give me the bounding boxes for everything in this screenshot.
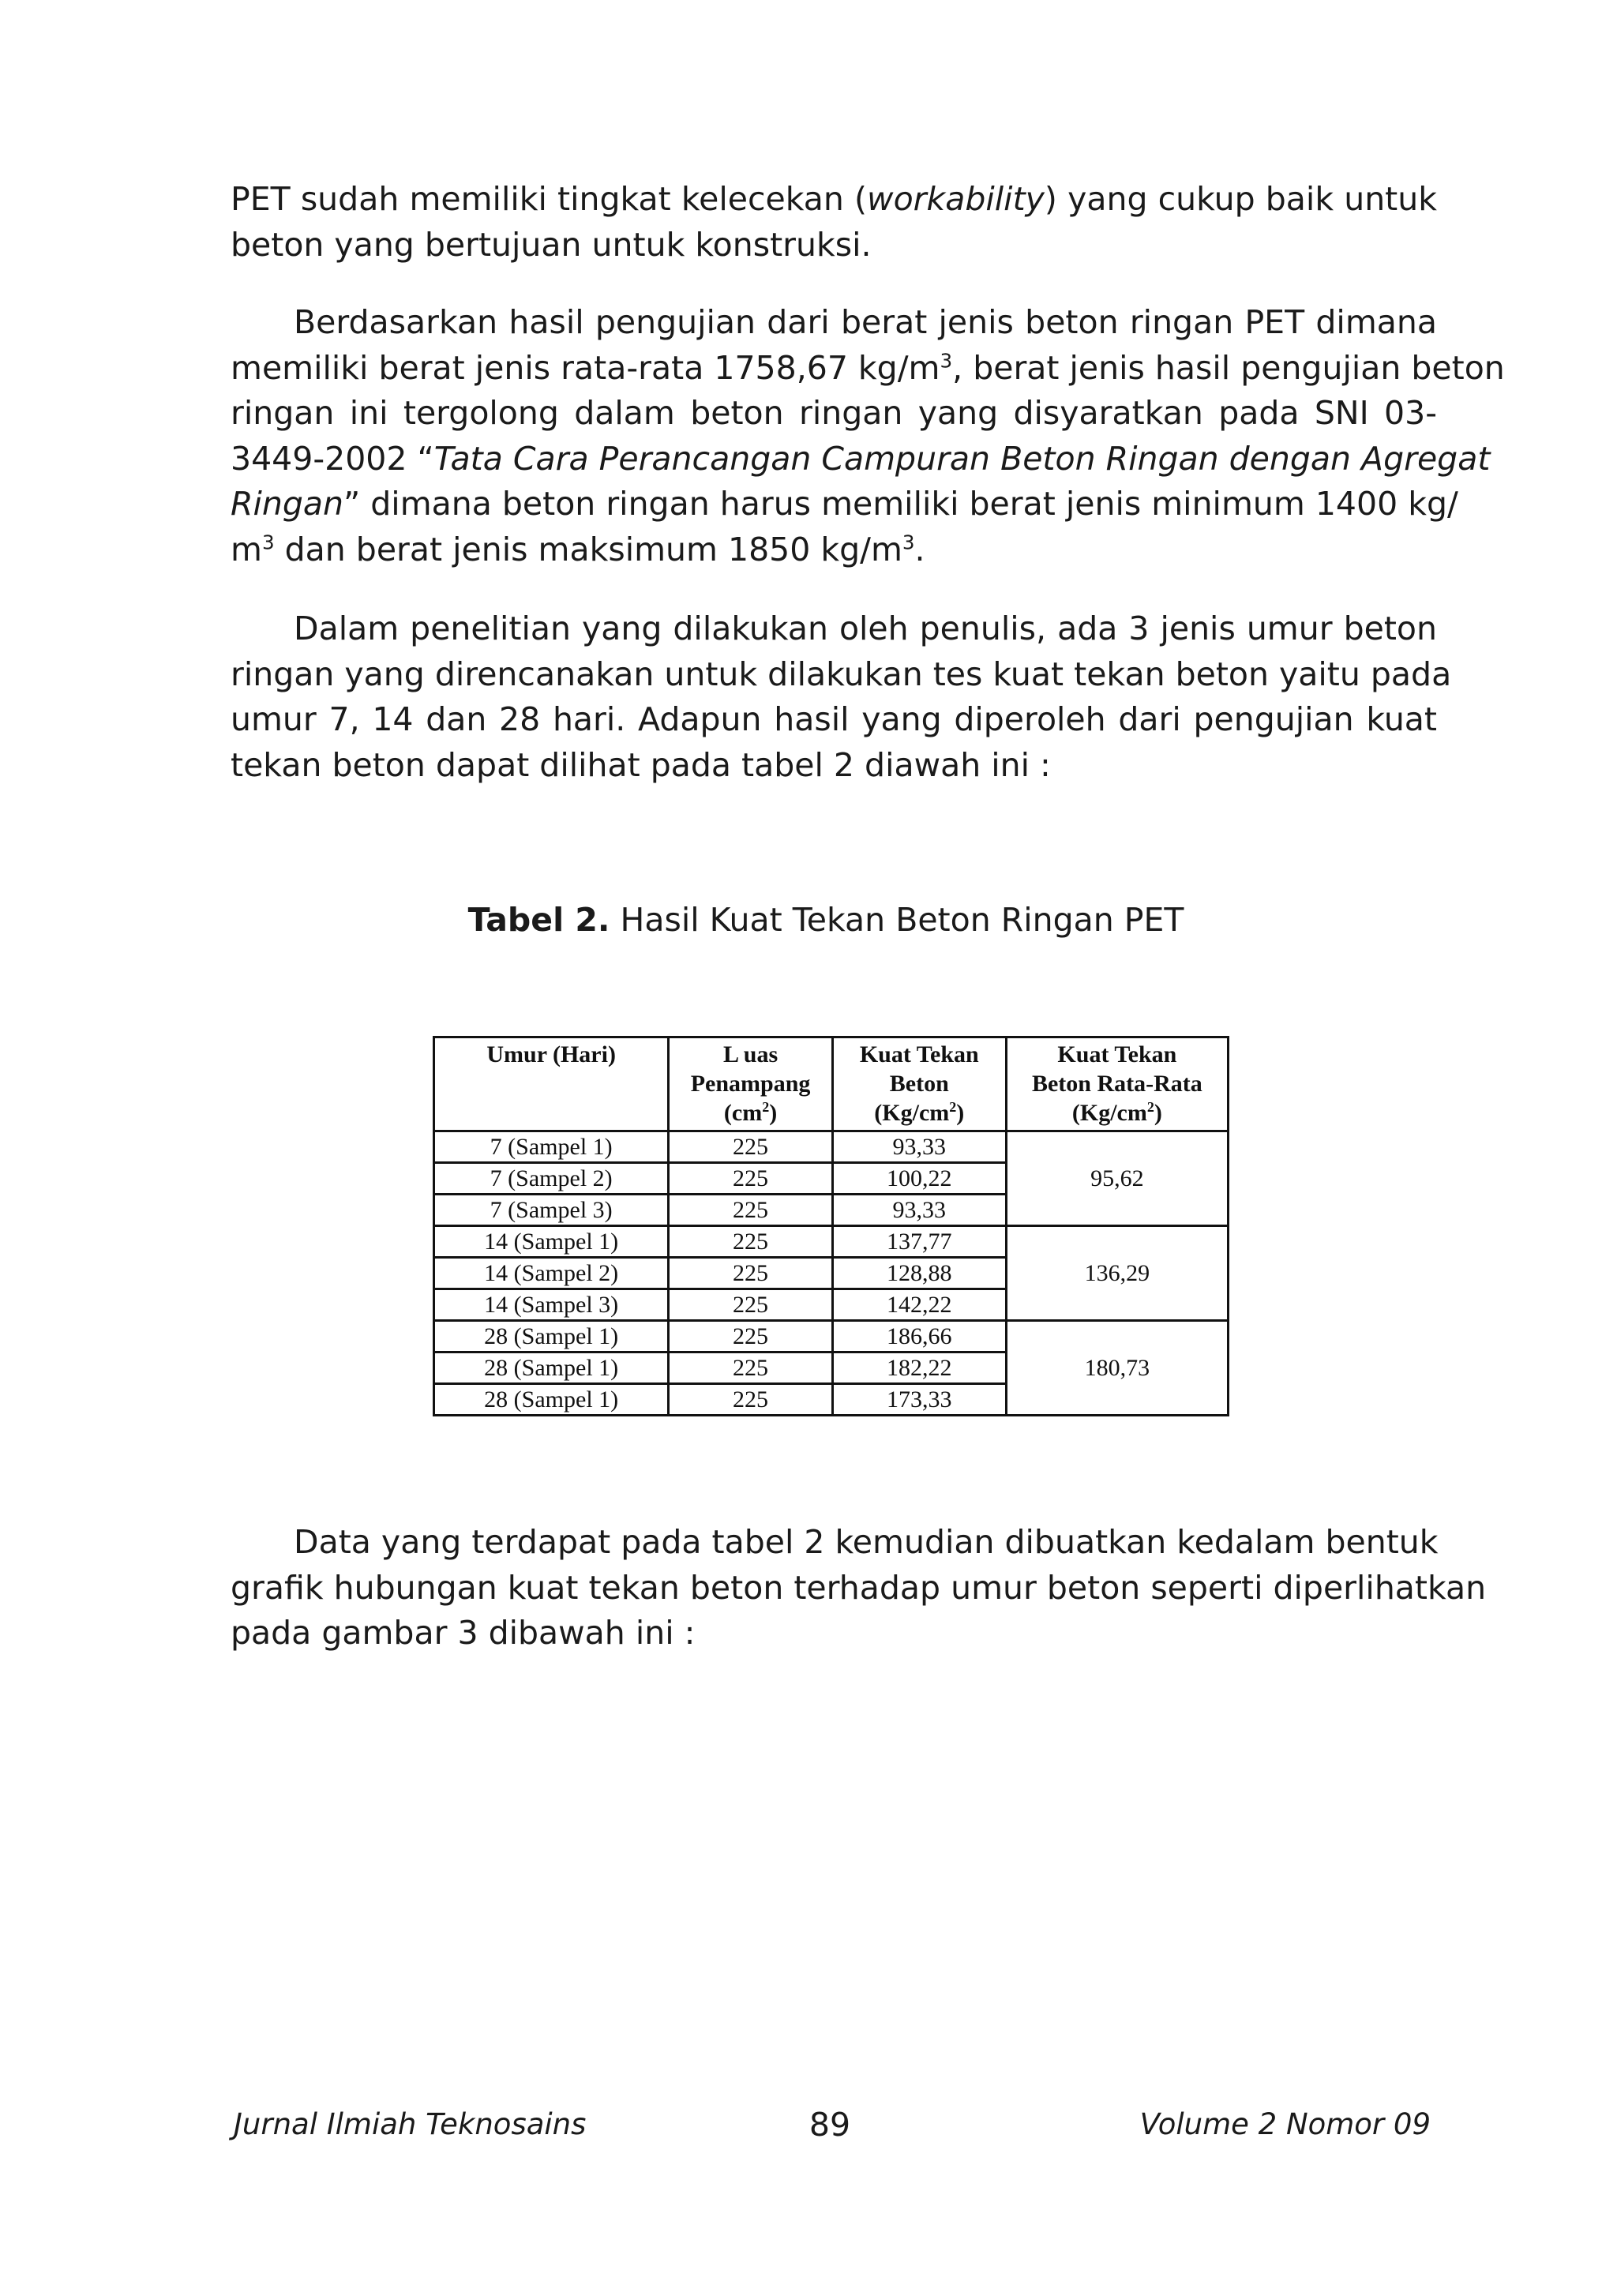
header-text: Kuat Tekan — [1057, 1041, 1177, 1067]
paragraph-workability — [231, 177, 1437, 268]
table-caption-label: Tabel 2. — [467, 901, 610, 939]
paragraph-line: Dalam penelitian yang dilakukan oleh penulis, ada 3 jenis umur beton — [294, 610, 1437, 647]
header-text: Umur (Hari) — [486, 1041, 616, 1067]
paragraph-line — [231, 527, 1437, 573]
table-caption-text: Hasil Kuat Tekan Beton Ringan PET — [610, 901, 1184, 939]
cell-umur: 14 (Sampel 1) — [434, 1226, 669, 1258]
header-text: ) — [956, 1100, 965, 1126]
paragraph-line: grafik hubungan kuat tekan beton terhadap umur beton seperti diperlihatkan — [231, 1568, 1487, 1607]
paragraph-berat-jenis — [231, 300, 1505, 572]
table-row — [434, 1131, 1229, 1163]
text-run: memiliki berat jenis rata-rata 1758,67 kg/m — [231, 348, 940, 387]
cell-luas: 225 — [669, 1226, 832, 1258]
paragraph-line — [231, 346, 1505, 392]
cell-luas: 225 — [669, 1352, 832, 1384]
paragraph-line: pada gambar 3 dibawah ini : — [231, 1614, 696, 1652]
table-row — [434, 1226, 1229, 1258]
header-kuat-tekan-rata-rata — [1006, 1037, 1228, 1131]
cell-kuat: 173,33 — [832, 1384, 1006, 1416]
header-text: Beton Rata-Rata — [1031, 1071, 1202, 1097]
cell-kuat: 186,66 — [832, 1321, 1006, 1352]
text-run: , berat jenis hasil pengujian beton — [952, 348, 1505, 387]
superscript: 2 — [762, 1099, 770, 1115]
footer-volume: Volume 2 Nomor 09 — [1139, 2107, 1431, 2141]
cell-umur: 14 (Sampel 2) — [434, 1258, 669, 1289]
header-text: ) — [769, 1100, 778, 1126]
cell-kuat: 100,22 — [832, 1163, 1006, 1195]
header-kuat-tekan — [832, 1037, 1006, 1131]
header-text: ) — [1154, 1100, 1162, 1126]
cell-luas: 225 — [669, 1131, 832, 1163]
table-caption — [0, 898, 1617, 942]
header-text: (cm — [723, 1100, 763, 1126]
kuat-tekan-table — [433, 1036, 1229, 1416]
text-run: PET sudah memiliki tingkat kelecekan ( — [231, 180, 868, 218]
table-header-row — [434, 1037, 1229, 1131]
paragraph-line: ringan ini tergolong dalam beton ringan yang disyaratkan pada SNI 03- — [231, 394, 1437, 432]
header-text: L uas — [722, 1041, 778, 1067]
text-run: dan berat jenis maksimum 1850 kg/m — [274, 530, 902, 568]
cell-kuat: 93,33 — [832, 1195, 1006, 1226]
cell-umur: 7 (Sampel 2) — [434, 1163, 669, 1195]
cell-kuat: 93,33 — [832, 1131, 1006, 1163]
header-text: Penampang — [690, 1071, 811, 1097]
paragraph-line: Data yang terdapat pada tabel 2 kemudian dibuatkan kedalam bentuk — [294, 1523, 1439, 1561]
text-run: . — [914, 530, 925, 568]
cell-umur: 28 (Sampel 1) — [434, 1321, 669, 1352]
header-umur — [434, 1037, 669, 1131]
paragraph-line: Berdasarkan hasil pengujian dari berat jenis beton ringan PET dimana — [294, 303, 1437, 341]
cell-luas: 225 — [669, 1195, 832, 1226]
header-text: Kuat Tekan — [859, 1041, 979, 1067]
paragraph-line — [231, 482, 1458, 527]
table-container — [433, 1036, 1229, 1416]
superscript: 2 — [949, 1099, 957, 1115]
footer-page-number: 89 — [808, 2106, 851, 2144]
header-text: Beton — [889, 1071, 949, 1097]
superscript: 3 — [940, 348, 953, 372]
paragraph-line: umur 7, 14 dan 28 hari. Adapun hasil yang diperoleh dari pengujian kuat — [231, 700, 1437, 738]
paragraph-line: tekan beton dapat dilihat pada tabel 2 diawah ini : — [231, 745, 1051, 784]
cell-umur: 7 (Sampel 3) — [434, 1195, 669, 1226]
header-text: (Kg/cm — [874, 1100, 950, 1126]
superscript: 3 — [261, 530, 275, 553]
paragraph-line — [231, 177, 1437, 223]
italic-term: workability — [867, 180, 1045, 218]
paragraph-line: ringan yang direncanakan untuk dilakukan tes kuat tekan beton yaitu pada — [231, 655, 1452, 693]
cell-kuat: 142,22 — [832, 1289, 1006, 1321]
cell-umur: 14 (Sampel 3) — [434, 1289, 669, 1321]
header-luas-penampang — [669, 1037, 832, 1131]
text-run: ” dimana beton ringan harus memiliki berat jenis minimum 1400 kg/ — [343, 485, 1458, 523]
italic-title: Tata Cara Perancangan Campuran Beton Ringan dengan Agregat — [433, 439, 1491, 478]
paragraph-line: beton yang bertujuan untuk konstruksi. — [231, 225, 872, 264]
cell-rata-rata: 136,29 — [1006, 1226, 1228, 1321]
text-run: 3449-2002 “ — [231, 439, 434, 478]
cell-luas: 225 — [669, 1163, 832, 1195]
header-text: (Kg/cm — [1071, 1100, 1147, 1126]
text-run: m — [231, 530, 262, 568]
paragraph-grafik — [231, 1520, 1487, 1656]
cell-umur: 28 (Sampel 1) — [434, 1384, 669, 1416]
cell-kuat: 128,88 — [832, 1258, 1006, 1289]
text-run: ) yang cukup baik untuk — [1044, 180, 1437, 218]
cell-luas: 225 — [669, 1384, 832, 1416]
paragraph-penelitian — [231, 606, 1452, 788]
cell-kuat: 137,77 — [832, 1226, 1006, 1258]
cell-luas: 225 — [669, 1289, 832, 1321]
cell-rata-rata: 180,73 — [1006, 1321, 1228, 1416]
paragraph-line — [231, 437, 1491, 482]
superscript: 3 — [902, 530, 915, 553]
cell-umur: 28 (Sampel 1) — [434, 1352, 669, 1384]
italic-title: Ringan — [231, 485, 343, 523]
cell-rata-rata: 95,62 — [1006, 1131, 1228, 1226]
cell-kuat: 182,22 — [832, 1352, 1006, 1384]
table-row — [434, 1321, 1229, 1352]
superscript: 2 — [1146, 1099, 1154, 1115]
cell-umur: 7 (Sampel 1) — [434, 1131, 669, 1163]
cell-luas: 225 — [669, 1321, 832, 1352]
footer-journal-name: Jurnal Ilmiah Teknosains — [234, 2107, 587, 2141]
cell-luas: 225 — [669, 1258, 832, 1289]
